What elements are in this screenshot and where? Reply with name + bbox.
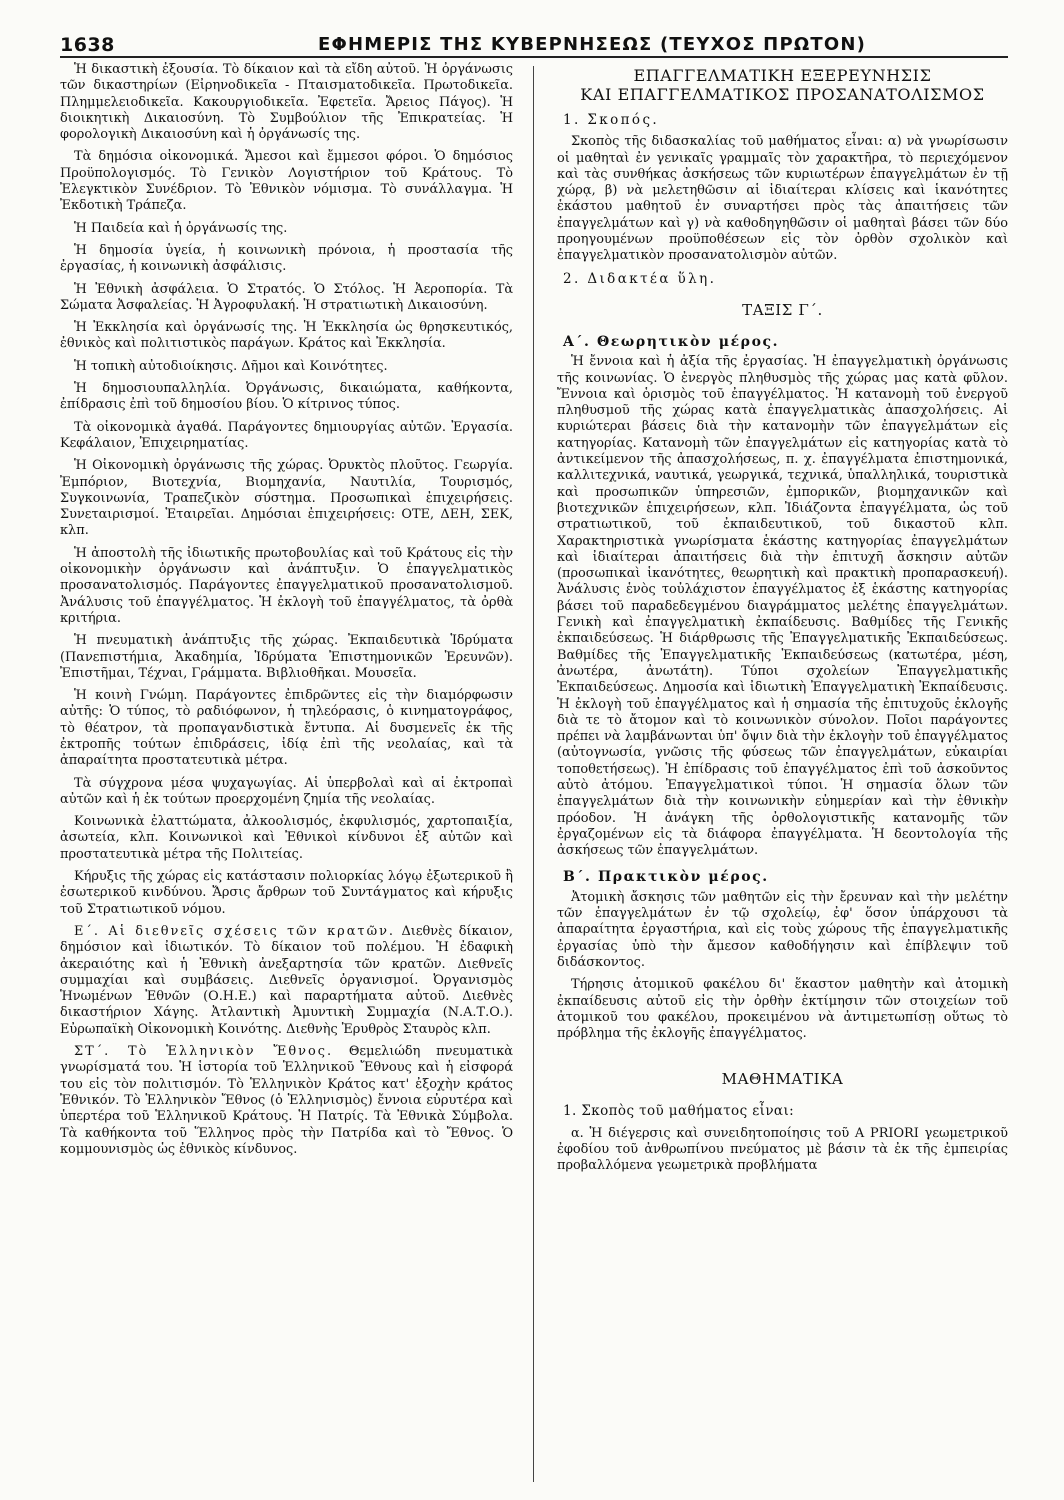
paragraph-economic-goods: Τὰ οἰκονομικὰ ἀγαθά. Παράγοντες δημιουργίας αὐτῶν. Ἐργασία. Κεφάλαιον, Ἐπιχειρηματίας. xyxy=(60,419,514,451)
left-column xyxy=(60,62,521,1492)
paragraph-national-security: Ἡ Ἐθνικὴ ἀσφάλεια. Ὁ Στρατός. Ὁ Στόλος. Ἡ Ἀεροπορία. Τὰ Σώματα Ἀσφαλείας. Ἡ Ἀγροφυλακή. Ἡ στρατιωτικὴ Δικαιοσύνη. xyxy=(60,281,514,313)
paragraph-math-purpose: α. Ἡ διέγερσις καὶ συνειδητοποίησις τοῦ A PRIORI γεωμετρικοῦ ἐφοδίου τοῦ ἀνθρωπίνου πνεύματος μὲ βάσιν τὰ ἐκ τῆς ἐμπειρίας προβαλλόμενα γεωμετρικὰ προβλήματα xyxy=(556,1125,1008,1174)
paragraph-economic-organization: Ἡ Οἰκονομικὴ ὀργάνωσις τῆς χώρας. Ὀρυκτὸς πλοῦτος. Γεωργία. Ἐμπόριον, Βιοτεχνία, Βιομηχανία, Ναυτιλία, Τουρισμός, Συγκοινωνία, Τραπεζικὸν σύστημα. Προσωπικαὶ ἐπιχειρήσεις. Συνεταιρισμοί. Ἑταιρεῖαι. Δημόσιαι ἐπιχειρήσεις: ΟΤΕ, ΔΕΗ, ΣΕΚ, κλπ. xyxy=(60,458,514,539)
paragraph-social-vices: Κοινωνικὰ ἐλαττώματα, ἀλκοολισμός, ἐκφυλισμός, χαρτοπαιξία, ἀσωτεία, κλπ. Κοινωνικοὶ καὶ Ἐθνικοὶ κίνδυνοι ἐξ αὐτῶν καὶ προστατευτικὰ μέτρα τῆς Πολιτείας. xyxy=(60,814,514,862)
running-title: ΕΦΗΜΕΡΙΣ ΤΗΣ ΚΥΒΕΡΝΗΣΕΩΣ (ΤΕΥΧΟΣ ΠΡΩΤΟΝ) xyxy=(318,34,867,55)
header-rule xyxy=(60,56,1008,58)
paragraph-judiciary: Ἡ δικαστικὴ ἐξουσία. Τὸ δίκαιον καὶ τὰ εἴδη αὐτοῦ. Ἡ ὀργάνωσις τῶν δικαστηρίων (Εἰρηνοδικεῖα - Πταισματοδικεῖα. Πρωτοδικεῖα. Πλημμελειοδικεῖα. Κακουργιοδικεῖα. Ἐφετεῖα. Ἄρειος Πάγος). Ἡ διοικητικὴ Δικαιοσύνη. Τὸ Συμβούλιον τῆς Ἐπικρατείας. Ἡ φορολογικὴ Δικαιοσύνη καὶ ἡ ὀργάνωσίς της. xyxy=(60,62,514,143)
section-st-text: Θεμελιώδη πνευματικὰ γνωρίσματά του. Ἡ ἱστορία τοῦ Ἑλληνικοῦ Ἔθνους καὶ ἡ εἰσφορά του εἰς τὸν πολιτισμόν. Τὸ Ἑλληνικὸν Κράτος κατ' ἐξοχὴν κράτος Ἐθνικόν. Τὸ Ἑλληνικὸν Ἔθνος (ὁ Ἑλληνισμὸς) ἔννοια εὐρυτέρα καὶ ὑπερτέρα τοῦ Ἑλληνικοῦ Κράτους. Ἡ Πατρίς. Τὰ Ἐθνικὰ Σύμβολα. Τὰ καθήκοντα τοῦ Ἕλληνος πρὸς τὴν Πατρίδα καὶ τὸ Ἔθνος. Ὁ κομμουνισμὸς ὡς ἐθνικὸς κίνδυνος. xyxy=(60,1044,514,1157)
subheading-syllabus: 2. Διδακτέα ὕλη. xyxy=(562,270,717,287)
subheading-purpose: 1. Σκοπός. xyxy=(562,112,660,128)
section-e-text: Διεθνὲς δίκαιον, δημόσιον καὶ ἰδιωτικόν. Τὸ δίκαιον τοῦ πολέμου. Ἡ ἐδαφικὴ ἀκεραιότης καὶ ἡ Ἐθνικὴ ἀνεξαρτησία τῶν κρατῶν. Διεθνεῖς συμμαχίαι καὶ συμβάσεις. Διεθνεῖς ὀργανισμοί. Ὀργανισμὸς Ἡνωμένων Ἐθνῶν (Ο.Η.Ε.) καὶ παραρτήματα αὐτοῦ. Διεθνὲς δικαστήριον Χάγης. Ἀτλαντικὴ Ἀμυντικὴ Συμμαχία (Ν.Α.Τ.Ο.). Εὐρωπαϊκὴ Οἰκονομικὴ Κοινότης. Διεθνὴς Ἐρυθρὸς Σταυρὸς κλπ. xyxy=(60,923,514,1037)
heading-line-1: ΕΠΑΓΓΕΛΜΑΤΙΚΗ ΕΞΕΡΕΥΝΗΣΙΣ xyxy=(633,66,932,85)
section-practice-heading: Β΄. Πρακτικὸν μέρος. xyxy=(562,869,769,886)
class-heading: ΤΑΞΙΣ Γ΄. xyxy=(742,300,823,319)
paragraph-international-relations xyxy=(60,924,513,1038)
paragraph-public-opinion: Ἡ κοινὴ Γνώμη. Παράγοντες ἐπιδρῶντες εἰς τὴν διαμόρφωσιν αὐτῆς: Ὁ τύπος, τὸ ραδιόφωνον, ἡ τηλεόρασις, ὁ κινηματογράφος, τὸ θέατρον, τὰ προπαγανδιστικὰ ἔντυπα. Αἱ δυσμενεῖς ἐκ τῆς ἐκτροπῆς τούτων ἐπιδράσεις, ἰδίᾳ ἐπὶ τῆς νεολαίας, καὶ τὰ ἀπαραίτητα προστατευτικὰ μέτρα. xyxy=(60,688,514,769)
paragraph-public-health: Ἡ δημοσία ὑγεία, ἡ κοινωνικὴ πρόνοια, ἡ προστασία τῆς ἐργασίας, ἡ κοινωνικὴ ἀσφάλισις. xyxy=(60,242,514,275)
paragraph-purpose: Σκοπὸς τῆς διδασκαλίας τοῦ μαθήματος εἶναι: α) νὰ γνωρίσωσιν οἱ μαθηταὶ ἐν γενικαῖς γραμμαῖς τὸν χαρακτῆρα, τὸ περιεχόμενον καὶ τὰς συνθήκας ἀσκήσεως τῶν κυριωτέρων ἐπαγγελμάτων ἐν τῇ χώρᾳ, β) νὰ μελετηθῶσιν αἱ ἰδιαίτεραι κλίσεις καὶ ἱκανότητες ἑκάστου μαθητοῦ ἐν συναρτήσει πρὸς τὰς ἀπαιτήσεις τῶν ἐπαγγελμάτων καὶ γ) νὰ καθοδηγηθῶσιν οἱ μαθηταὶ βάσει τῶν δύο προηγουμένων προϋποθέσεων εἰς τὸν ὀρθὸν σχολικὸν καὶ ἐπαγγελματικὸν προσανατολισμὸν αὐτῶν. xyxy=(556,134,1008,264)
paragraph-state-of-siege: Κήρυξις τῆς χώρας εἰς κατάστασιν πολιορκίας λόγῳ ἐξωτερικοῦ ἢ ἐσωτερικοῦ κινδύνου. Ἄρσις ἄρθρων τοῦ Συντάγματος καὶ κήρυξις τοῦ Στρατιωτικοῦ νόμου. xyxy=(60,869,514,917)
right-column xyxy=(547,62,1008,1492)
column-divider xyxy=(521,62,547,1492)
paragraph-education: Ἡ Παιδεία καὶ ἡ ὀργάνωσίς της. xyxy=(74,220,288,236)
paragraph-local-government: Ἡ τοπικὴ αὐτοδιοίκησις. Δῆμοι καὶ Κοινότητες. xyxy=(74,358,388,374)
paragraph-theory: Ἡ ἔννοια καὶ ἡ ἀξία τῆς ἐργασίας. Ἡ ἐπαγγελματικὴ ὀργάνωσις τῆς κοινωνίας. Ὁ ἐνεργὸς πληθυσμὸς τῆς χώρας μας κατὰ φῦλον. Ἔννοια καὶ ὁρισμὸς τοῦ ἐπαγγέλματος. Ἡ κατανομὴ τοῦ ἐνεργοῦ πληθυσμοῦ τῆς χώρας κατὰ ἐπαγγελματικὰς ἀπασχολήσεις. Αἱ κυριώτεραι βάσεις διὰ τὴν κατανομὴν τῶν ἐπαγγελμάτων εἰς κατηγορίας. Κατανομὴ τῶν ἐπαγγελμάτων εἰς κατηγορίας κατὰ τὸ ἀντικείμενον τῆς ἀπασχολήσεως, π. χ. ἐπαγγέλματα ἐπιστημονικά, καλλιτεχνικά, ναυτικά, γεωργικά, τεχνικά, ὑπαλληλικά, τουριστικὰ καὶ προσωπικῶν ὑπηρεσιῶν, ἐμπορικῶν, βιομηχανικῶν καὶ βιοτεχνικῶν ἐπιχειρήσεων, κλπ. Ἰδιάζοντα ἐπαγγέλματα, ὡς τοῦ στρατιωτικοῦ, τοῦ ἐκπαιδευτικοῦ, τοῦ δικαστοῦ κλπ. Χαρακτηριστικὰ γνωρίσματα ἑκάστης κατηγορίας ἐπαγγελμάτων καὶ ἰδιαίτεραι ἀπαιτήσεις διὰ τὴν ἐπιτυχῆ ἄσκησιν αὐτῶν (προσωπικαὶ ἱκανότητες, θεωρητικὴ καὶ πρακτικὴ προπαρασκευή). Ἀνάλυσις ἑνὸς τοὐλάχιστον ἐπαγγέλματος ἐξ ἑκάστης κατηγορίας βάσει τοῦ παραδεδεγμένου διαγράμματος μελέτης ἐπαγγελμάτων. Γενικὴ καὶ ἐπαγγελματικὴ ἐκπαίδευσις. Βαθμίδες τῆς Γενικῆς ἐκπαιδεύσεως. Ἡ διάρθρωσις τῆς Ἐπαγγελματικῆς Ἐκπαιδεύσεως. Βαθμίδες τῆς Ἐπαγγελματικῆς Ἐκπαιδεύσεως (κατωτέρα, μέση, ἀνωτέρα, ἀνωτάτη). Τύποι σχολείων Ἐπαγγελματικῆς Ἐκπαιδεύσεως. Δημοσία καὶ ἰδιωτικὴ Ἐπαγγελματικὴ Ἐκπαίδευσις. Ἡ ἐκλογὴ τοῦ ἐπαγγέλματος καὶ ἡ σημασία τῆς ἐπιτυχοῦς ἐκλογῆς διὰ τε τὸ ἄτομον καὶ τὸ κοινωνικὸν σύνολον. Ποῖοι παράγοντες πρέπει νὰ λαμβάνωνται ὑπ' ὄψιν διὰ τὴν ἐκλογὴν τοῦ ἐπαγγέλματος (αὐτογνωσία, γνῶσις τῆς φύσεως τῶν ἐπαγγελμάτων, εὐκαιρίαι τοποθετήσεως). Ἡ ἐπίδρασις τοῦ ἐπαγγέλματος ἐπὶ τοῦ ἀσκοῦντος αὐτὸ ἀτόμου. Ἐπαγγελματικοὶ τύποι. Ἡ σημασία ὅλων τῶν ἐπαγγελμάτων διὰ τὴν κοινωνικὴν εὐημερίαν καὶ τὴν ἐθνικὴν πρόοδον. Ἡ ἀνάγκη τῆς ὀρθολογιστικῆς κατανομῆς τῶν ἐργαζομένων εἰς τὰ διάφορα ἐπαγγέλματα. Ἡ δεοντολογία τῆς ἀσκήσεως τῶν ἐπαγγελμάτων. xyxy=(556,354,1008,859)
math-subheading: 1. Σκοπὸς τοῦ μαθήματος εἶναι: xyxy=(562,1103,795,1120)
paragraph-intellectual-development: Ἡ πνευματικὴ ἀνάπτυξις τῆς χώρας. Ἐκπαιδευτικὰ Ἱδρύματα (Πανεπιστήμια, Ἀκαδημία, Ἱδρύματα Ἐπιστημονικῶν Ἐρευνῶν). Ἐπιστῆμαι, Τέχναι, Γράμματα. Βιβλιοθῆκαι. Μουσεῖα. xyxy=(60,633,514,681)
section-st-heading: ΣΤ΄. Τὸ Ἑλληνικὸν Ἔθνος. xyxy=(74,1044,334,1060)
section-heading-vocational xyxy=(557,66,1008,104)
paragraph-private-initiative: Ἡ ἀποστολὴ τῆς ἰδιωτικῆς πρωτοβουλίας καὶ τοῦ Κράτους εἰς τὴν οἰκονομικὴν ὀργάνωσιν καὶ ἀνάπτυξιν. Ὁ ἐπαγγελματικὸς προσανατολισμός. Παράγοντες ἐπαγγελματικοῦ προσανατολισμοῦ. Ἀνάλυσις τοῦ ἐπαγγέλματος. Ἡ ἐκλογὴ τοῦ ἐπαγγέλματος, τὰ ὀρθὰ κριτήρια. xyxy=(60,545,514,626)
paragraph-practice: Ἀτομικὴ ἄσκησις τῶν μαθητῶν εἰς τὴν ἔρευναν καὶ τὴν μελέτην τῶν ἐπαγγελμάτων ἐν τῷ σχολείῳ, ἐφ' ὅσον ὑπάρχουσι τὰ ἀπαραίτητα ἐργαστήρια, καὶ εἰς τοὺς χώρους τῆς ἐπαγγελματικῆς ἐργασίας ὑπὸ τὴν ἄμεσον καθοδήγησιν καὶ ἐπίβλεψιν τοῦ διδάσκοντος. xyxy=(556,889,1008,970)
section-theory-heading: Α΄. Θεωρητικὸν μέρος. xyxy=(562,333,780,350)
math-heading: ΜΑΘΗΜΑΤΙΚΑ xyxy=(721,1070,844,1089)
heading-line-2: ΚΑΙ ΕΠΑΓΓΕΛΜΑΤΙΚΟΣ ΠΡΟΣΑΝΑΤΟΛΙΣΜΟΣ xyxy=(580,85,985,104)
page-header xyxy=(60,28,1008,62)
page-number: 1638 xyxy=(60,34,115,56)
paragraph-church: Ἡ Ἐκκλησία καὶ ὀργάνωσίς της. Ἡ Ἐκκλησία ὡς θρησκευτικός, ἐθνικὸς καὶ πολιτιστικὸς παράγων. Κράτος καὶ Ἐκκλησία. xyxy=(60,320,514,352)
paragraph-entertainment: Τὰ σύγχρονα μέσα ψυχαγωγίας. Αἱ ὑπερβολαὶ καὶ αἱ ἐκτροπαὶ αὐτῶν καὶ ἡ ἐκ τούτων προερχομένη ζημία τῆς νεολαίας. xyxy=(60,775,514,807)
two-column-body xyxy=(60,62,1008,1492)
paragraph-student-file: Τήρησις ἀτομικοῦ φακέλου δι' ἕκαστον μαθητὴν καὶ ἀτομικὴ ἐκπαίδευσις αὐτοῦ εἰς τὴν ὀρθὴν ἐκτίμησιν τῶν στοιχείων τοῦ ἀτομικοῦ του φακέλου, προκειμένου νὰ ἀντιμετωπίσῃ οὕτως τὸ πρόβλημα τῆς ἐκλογῆς ἐπαγγέλματος. xyxy=(556,977,1008,1042)
paragraph-greek-nation xyxy=(60,1044,513,1158)
paragraph-civil-service: Ἡ δημοσιουπαλληλία. Ὀργάνωσις, δικαιώματα, καθήκοντα, ἐπίδρασις ἐπὶ τοῦ δημοσίου βίου. Ὁ κίτρινος τύπος. xyxy=(60,381,514,413)
paragraph-public-finance: Τὰ δημόσια οἰκονομικά. Ἄμεσοι καὶ ἔμμεσοι φόροι. Ὁ δημόσιος Προϋπολογισμός. Τὸ Γενικὸν Λογιστήριον τοῦ Κράτους. Τὸ Ἐλεγκτικὸν Συνέδριον. Τὸ Ἐθνικὸν νόμισμα. Τὸ συνάλλαγμα. Ἡ Ἐκδοτικὴ Τράπεζα. xyxy=(60,149,514,214)
section-e-heading: Ε΄. Αἱ διεθνεῖς σχέσεις τῶν κρατῶν. xyxy=(74,923,396,939)
